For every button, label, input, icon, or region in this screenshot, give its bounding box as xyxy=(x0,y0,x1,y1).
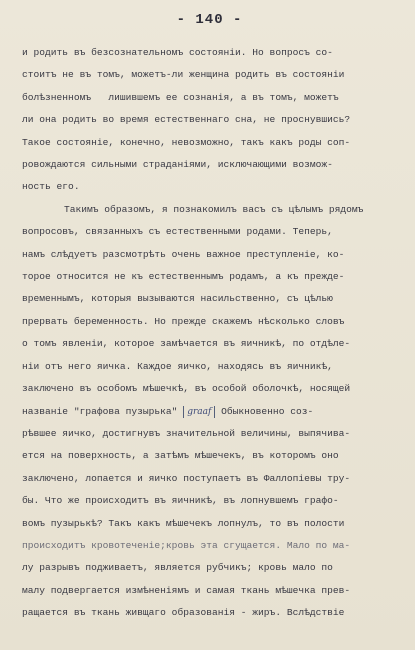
text-line: вомъ пузырькѣ? Такъ какъ мѣшечекъ лопнулъ, то въ полости xyxy=(22,517,345,529)
text-line: рѣвшее яичко, достигнувъ значительной величины, выпячива- xyxy=(22,427,351,439)
text-line-with-note xyxy=(22,401,397,423)
text-line: малу подвергается измѣненiямъ и самая ткань мѣшечка прев- xyxy=(22,584,351,596)
text-line: происходитъ кровотеченiе;кровь эта сгущается. Мало по ма- xyxy=(22,539,351,551)
line-text: Обыкновенно соз- xyxy=(215,405,314,417)
body-text xyxy=(22,42,397,625)
text-line: о томъ явленiи, которое замѣчается въ яичникѣ, по отдѣле- xyxy=(22,338,351,350)
text-line: лу разрывъ подживаетъ, является рубчикъ; кровь мало по xyxy=(22,562,333,574)
text-line: ется на поверхность, а затѣмъ мѣшечекъ, въ которомъ оно xyxy=(22,450,339,462)
line-text: названiе "графова пузырька" xyxy=(22,405,178,417)
text-line: нiи отъ него яичка. Каждое яичко, находясь въ яичникѣ, xyxy=(22,360,333,372)
text-line: Такое состоянiе, конечно, невозможно, такъ какъ роды соп- xyxy=(22,136,351,148)
text-line: временнымъ, которыя вызываются насильственно, съ цѣлью xyxy=(22,293,333,305)
text-line: ли она родить во время естественнаго сна, не проснувшись? xyxy=(22,114,351,126)
text-line: прервать беременность. Но прежде скажемъ нѣсколько словъ xyxy=(22,315,345,327)
handwritten-note: graaf xyxy=(183,406,215,418)
text-line: торое относится не къ естественнымъ родамъ, а къ прежде- xyxy=(22,271,345,283)
text-line: заключено въ особомъ мѣшечкѣ, въ особой оболочкѣ, носящей xyxy=(22,383,351,395)
text-line: стоитъ не въ томъ, можетъ-ли женщина родить въ состоянiи xyxy=(22,69,345,81)
text-line: ровождаются сильными страданiями, исключающими возмож- xyxy=(22,159,333,171)
text-line: ращается въ ткань живщаго образованiя - жиръ. Вслѣдствiе xyxy=(22,607,345,619)
text-line: ность его. xyxy=(22,181,80,193)
text-line: вопросовъ, связанныхъ съ естественными родами. Теперь, xyxy=(22,226,333,238)
text-line: намъ слѣдуетъ разсмотрѣть очень важное преступленiе, ко- xyxy=(22,248,345,260)
text-line: болѣзненномъ лишившемъ ее сознанiя, а въ томъ, можетъ xyxy=(22,91,339,103)
paragraph-start-line: Такимъ образомъ, я познакомилъ васъ съ цѣлымъ рядомъ xyxy=(64,203,364,215)
text-line: бы. Что же происходитъ въ яичникѣ, въ лопнувшемъ графо- xyxy=(22,495,339,507)
text-line: заключено, лопается и яичко поступаетъ въ Фаллопiевы тру- xyxy=(22,472,351,484)
page-number: - 140 - xyxy=(176,12,243,28)
text-line: и родить въ безсознательномъ состоянiи. Но вопросъ со- xyxy=(22,47,333,58)
